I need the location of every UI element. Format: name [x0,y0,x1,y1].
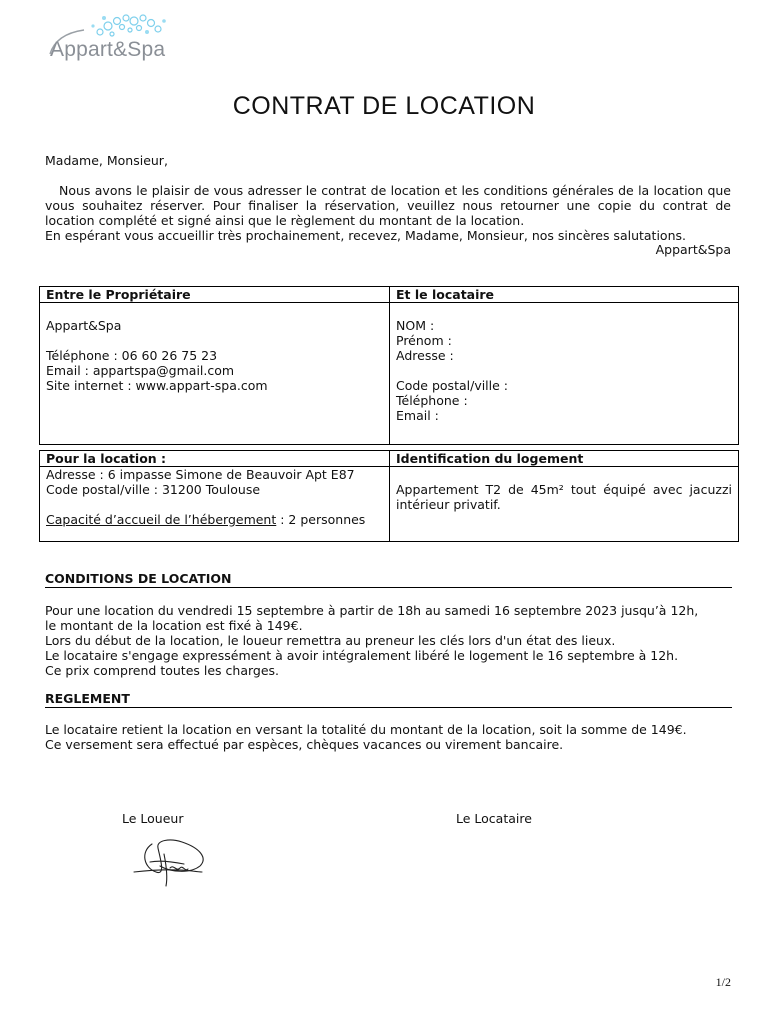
conditions-line: Pour une location du vendredi 15 septembre à partir de 18h au samedi 16 septembre 2023 jusqu’à 12h, [45,603,699,618]
ident-header: Identification du logement [390,451,739,467]
parties-table [39,286,739,445]
reglement-line: Le locataire retient la location en versant la totalité du montant de la location, soit la somme de 149€. [45,722,687,737]
location-capacity [46,512,383,527]
intro-signoff: Appart&Spa [655,242,731,257]
tenant-adresse-field: Adresse : [396,348,454,363]
conditions-title: CONDITIONS DE LOCATION [45,571,732,588]
intro-paragraph: Nous avons le plaisir de vous adresser le contrat de location et les conditions générales de la location que vous souhaitez réserver. Pour finaliser la réservation, veuillez nous retourner une copie du contrat de location complété et signé ainsi que le règlement du montant de la location. [45,183,731,228]
logo [46,12,182,62]
locataire-label: Le Locataire [456,811,532,826]
conditions-text [45,603,731,678]
conditions-line: Le locataire s'engage expressément à avoir intégralement libéré le logement le 16 septembre à 12h. [45,648,679,663]
conditions-line: le montant de la location est fixé à 149€. [45,618,303,633]
tenant-nom-field: NOM : [396,318,435,333]
conditions-line: Ce prix comprend toutes les charges. [45,663,280,678]
logo-text: Appart&Spa [50,38,166,61]
capacity-label: Capacité d’accueil de l’hébergement [46,512,277,527]
location-table [39,450,739,542]
tenant-prenom-field: Prénom : [396,333,452,348]
owner-name: Appart&Spa [46,318,122,333]
reglement-text [45,722,731,752]
owner-site: Site internet : www.appart-spa.com [46,378,268,393]
tenant-details [390,303,739,445]
housing-description: Appartement T2 de 45m² tout équipé avec jacuzzi intérieur privatif. [396,482,732,512]
reglement-line: Ce versement sera effectué par espèces, chèques vacances ou virement bancaire. [45,737,564,752]
conditions-line: Lors du début de la location, le loueur remettra au preneur les clés lors d'un état des lieux. [45,633,616,648]
location-address: Adresse : 6 impasse Simone de Beauvoir Apt E87 [46,467,355,482]
owner-email: Email : appartspa@gmail.com [46,363,235,378]
loueur-label: Le Loueur [122,811,184,826]
location-header: Pour la location : [40,451,390,467]
tenant-header: Et le locataire [390,287,739,303]
tenant-email-field: Email : [396,408,439,423]
document-title: CONTRAT DE LOCATION [232,92,536,120]
capacity-value: : 2 personnes [276,512,366,527]
tenant-tel-field: Téléphone : [396,393,468,408]
salutation: Madame, Monsieur, [45,153,168,168]
intro-closing: En espérant vous accueillir très prochainement, recevez, Madame, Monsieur, nos sincères salutations. [45,228,686,243]
owner-details [40,303,390,445]
reglement-title: REGLEMENT [45,691,732,708]
ident-details [390,467,739,542]
owner-header: Entre le Propriétaire [40,287,390,303]
location-cp: Code postal/ville : 31200 Toulouse [46,482,261,497]
owner-phone: Téléphone : 06 60 26 75 23 [46,348,218,363]
signature-icon [130,838,212,890]
location-details [40,467,390,542]
tenant-cp-field: Code postal/ville : [396,378,509,393]
page-number: 1/2 [715,975,731,989]
